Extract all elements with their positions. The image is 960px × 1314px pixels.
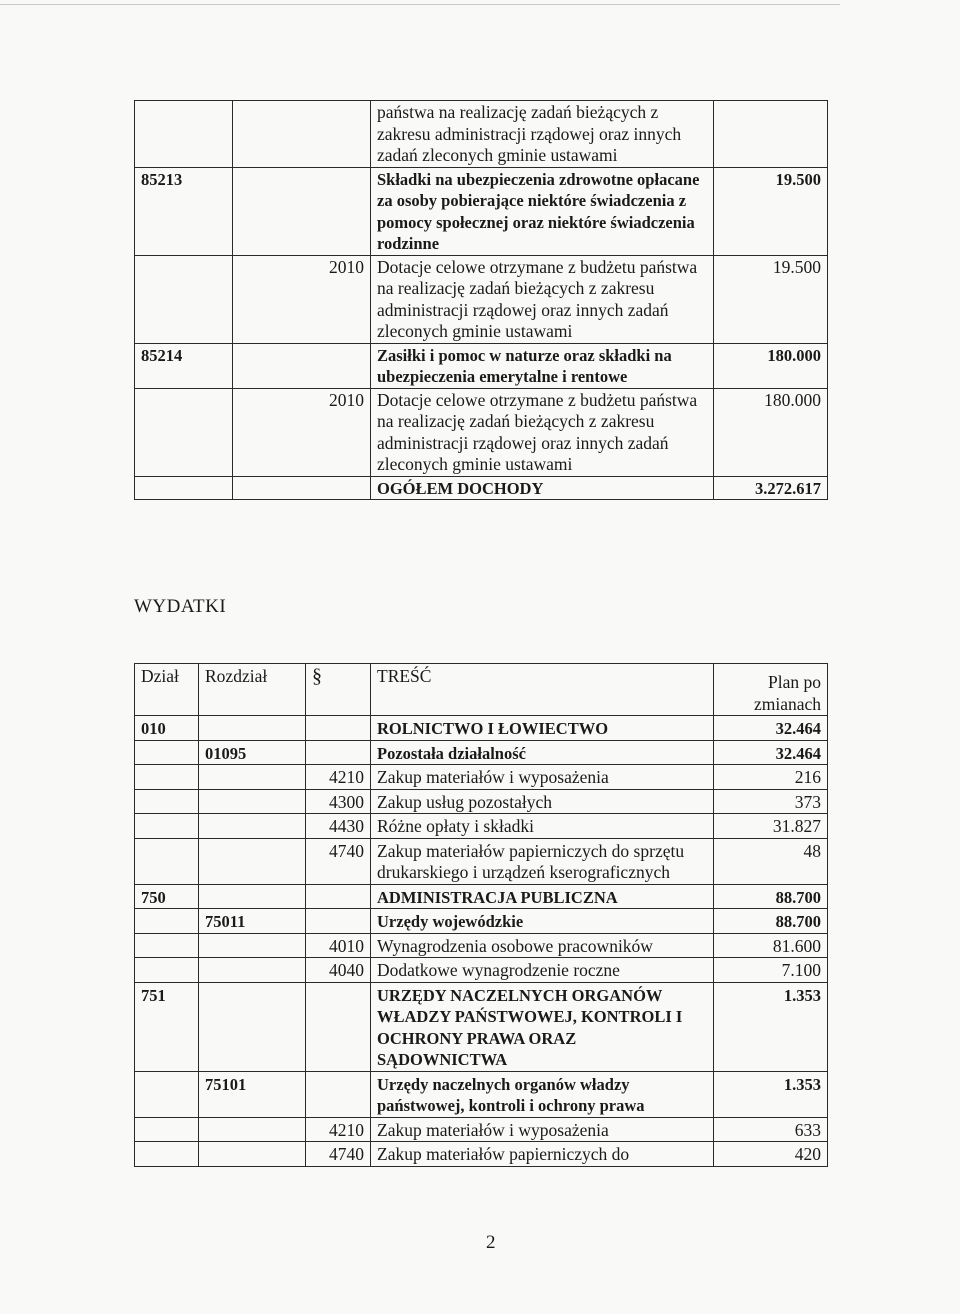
cell-dzial (135, 909, 199, 934)
cell-dzial (135, 814, 199, 839)
cell-dzial (135, 933, 199, 958)
cell-rozdzial (199, 814, 306, 839)
income-table-body (135, 101, 828, 500)
cell-tresc: Składki na ubezpieczenia zdrowotne opłacane za osoby pobierające niektóre świadczenia z pomocy społecznej oraz niektóre świadczenia rodzinne (371, 167, 714, 255)
cell-paragraf: 4040 (306, 958, 371, 983)
cell-rozdzial (199, 716, 306, 741)
cell-dzial: 751 (135, 982, 199, 1071)
cell-paragraf (306, 1071, 371, 1117)
cell-tresc: Dotacje celowe otrzymane z budżetu państwa na realizację zadań bieżących z zakresu administracji rządowej oraz innych zadań zleconych gminie ustawami (371, 255, 714, 343)
page-number: 2 (486, 1232, 496, 1253)
cell-tresc: Urzędy naczelnych organów władzy państwowej, kontroli i ochrony prawa (371, 1071, 714, 1117)
expenses-row (135, 814, 828, 839)
cell-tresc: Zasiłki i pomoc w naturze oraz składki na ubezpieczenia emerytalne i rentowe (371, 343, 714, 388)
cell-dzial (135, 740, 199, 765)
cell-paragraf (306, 884, 371, 909)
cell-rozdzial (199, 933, 306, 958)
cell-rozdzial: 75101 (199, 1071, 306, 1117)
cell-plan: 48 (714, 838, 828, 884)
cell-plan: 19.500 (714, 167, 828, 255)
cell-rozdzial: 01095 (199, 740, 306, 765)
expenses-row (135, 716, 828, 741)
cell-rozdzial (199, 958, 306, 983)
header-plan: Plan po zmianach (714, 664, 828, 716)
cell-plan: 1.353 (714, 1071, 828, 1117)
cell-tresc: Zakup materiałów papierniczych do sprzętu drukarskiego i urządzeń kserograficznych (371, 838, 714, 884)
scan-top-rule (0, 4, 840, 5)
cell-plan: 420 (714, 1142, 828, 1167)
cell-plan: 7.100 (714, 958, 828, 983)
cell-rozdzial (199, 1117, 306, 1142)
cell-dzial: 85214 (135, 343, 233, 388)
cell-plan: 31.827 (714, 814, 828, 839)
cell-dzial (135, 789, 199, 814)
cell-paragraf: 4740 (306, 1142, 371, 1167)
cell-dzial (135, 1117, 199, 1142)
income-row (135, 167, 828, 255)
cell-plan: 32.464 (714, 716, 828, 741)
expenses-header-row (135, 664, 828, 716)
income-row (135, 255, 828, 343)
cell-dzial (135, 101, 233, 168)
cell-dzial (135, 958, 199, 983)
cell-tresc: Urzędy wojewódzkie (371, 909, 714, 934)
cell-plan (714, 101, 828, 168)
cell-paragraf: 4010 (306, 933, 371, 958)
cell-plan: 373 (714, 789, 828, 814)
cell-dzial (135, 1071, 199, 1117)
cell-plan: 180.000 (714, 343, 828, 388)
income-row (135, 388, 828, 476)
expenses-row (135, 1117, 828, 1142)
expenses-table-body (135, 716, 828, 1167)
cell-tresc: URZĘDY NACZELNYCH ORGANÓW WŁADZY PAŃSTWOWEJ, KONTROLI I OCHRONY PRAWA ORAZ SĄDOWNICTWA (371, 982, 714, 1071)
cell-rozdzial (199, 765, 306, 790)
cell-plan: 216 (714, 765, 828, 790)
cell-tresc: ROLNICTWO I ŁOWIECTWO (371, 716, 714, 741)
cell-tresc: Pozostała działalność (371, 740, 714, 765)
income-row (135, 476, 828, 500)
cell-rozdzial (199, 982, 306, 1071)
cell-dzial (135, 838, 199, 884)
header-dzial: Dział (135, 664, 199, 716)
cell-tresc: państwa na realizację zadań bieżących z zakresu administracji rządowej oraz innych zadań zleconych gminie ustawami (371, 101, 714, 168)
cell-rozdzial (199, 838, 306, 884)
expenses-row (135, 1071, 828, 1117)
cell-paragraf: 4300 (306, 789, 371, 814)
expenses-row (135, 838, 828, 884)
cell-tresc: Dodatkowe wynagrodzenie roczne (371, 958, 714, 983)
cell-tresc: OGÓŁEM DOCHODY (371, 476, 714, 500)
cell-paragraf (306, 716, 371, 741)
cell-plan: 88.700 (714, 884, 828, 909)
cell-plan: 3.272.617 (714, 476, 828, 500)
expenses-row (135, 958, 828, 983)
expenses-row (135, 933, 828, 958)
cell-plan: 88.700 (714, 909, 828, 934)
cell-dzial: 85213 (135, 167, 233, 255)
header-tresc: TREŚĆ (371, 664, 714, 716)
cell-plan: 81.600 (714, 933, 828, 958)
cell-paragraf (306, 909, 371, 934)
cell-plan: 1.353 (714, 982, 828, 1071)
cell-paragraf (233, 343, 371, 388)
cell-plan: 633 (714, 1117, 828, 1142)
cell-tresc: Zakup materiałów i wyposażenia (371, 1117, 714, 1142)
cell-rozdzial (199, 1142, 306, 1167)
cell-paragraf: 4740 (306, 838, 371, 884)
cell-paragraf: 2010 (233, 388, 371, 476)
expenses-row (135, 765, 828, 790)
cell-dzial (135, 388, 233, 476)
cell-paragraf (233, 101, 371, 168)
expenses-row (135, 1142, 828, 1167)
income-row (135, 101, 828, 168)
header-paragraf (306, 664, 371, 716)
cell-paragraf (306, 740, 371, 765)
cell-dzial: 010 (135, 716, 199, 741)
income-table (134, 100, 828, 500)
cell-plan: 180.000 (714, 388, 828, 476)
expenses-row (135, 982, 828, 1071)
cell-plan: 32.464 (714, 740, 828, 765)
expenses-row (135, 740, 828, 765)
cell-dzial (135, 1142, 199, 1167)
cell-dzial (135, 476, 233, 500)
expenses-row (135, 789, 828, 814)
cell-paragraf: 4210 (306, 1117, 371, 1142)
expenses-row (135, 884, 828, 909)
cell-paragraf (306, 982, 371, 1071)
cell-tresc: Różne opłaty i składki (371, 814, 714, 839)
cell-rozdzial (199, 884, 306, 909)
section-sign-icon: § (312, 665, 322, 687)
cell-plan: 19.500 (714, 255, 828, 343)
cell-tresc: Zakup materiałów i wyposażenia (371, 765, 714, 790)
cell-rozdzial: 75011 (199, 909, 306, 934)
income-row (135, 343, 828, 388)
header-rozdzial: Rozdział (199, 664, 306, 716)
cell-tresc: Dotacje celowe otrzymane z budżetu państwa na realizację zadań bieżących z zakresu administracji rządowej oraz innych zadań zleconych gminie ustawami (371, 388, 714, 476)
cell-tresc: Zakup usług pozostałych (371, 789, 714, 814)
cell-tresc: Zakup materiałów papierniczych do (371, 1142, 714, 1167)
cell-tresc: Wynagrodzenia osobowe pracowników (371, 933, 714, 958)
cell-rozdzial (199, 789, 306, 814)
expenses-table (134, 663, 828, 1167)
cell-dzial (135, 765, 199, 790)
cell-paragraf: 4210 (306, 765, 371, 790)
cell-dzial (135, 255, 233, 343)
section-title: WYDATKI (134, 596, 227, 617)
cell-paragraf (233, 476, 371, 500)
cell-dzial: 750 (135, 884, 199, 909)
cell-tresc: ADMINISTRACJA PUBLICZNA (371, 884, 714, 909)
cell-paragraf (233, 167, 371, 255)
cell-paragraf: 2010 (233, 255, 371, 343)
cell-paragraf: 4430 (306, 814, 371, 839)
expenses-row (135, 909, 828, 934)
